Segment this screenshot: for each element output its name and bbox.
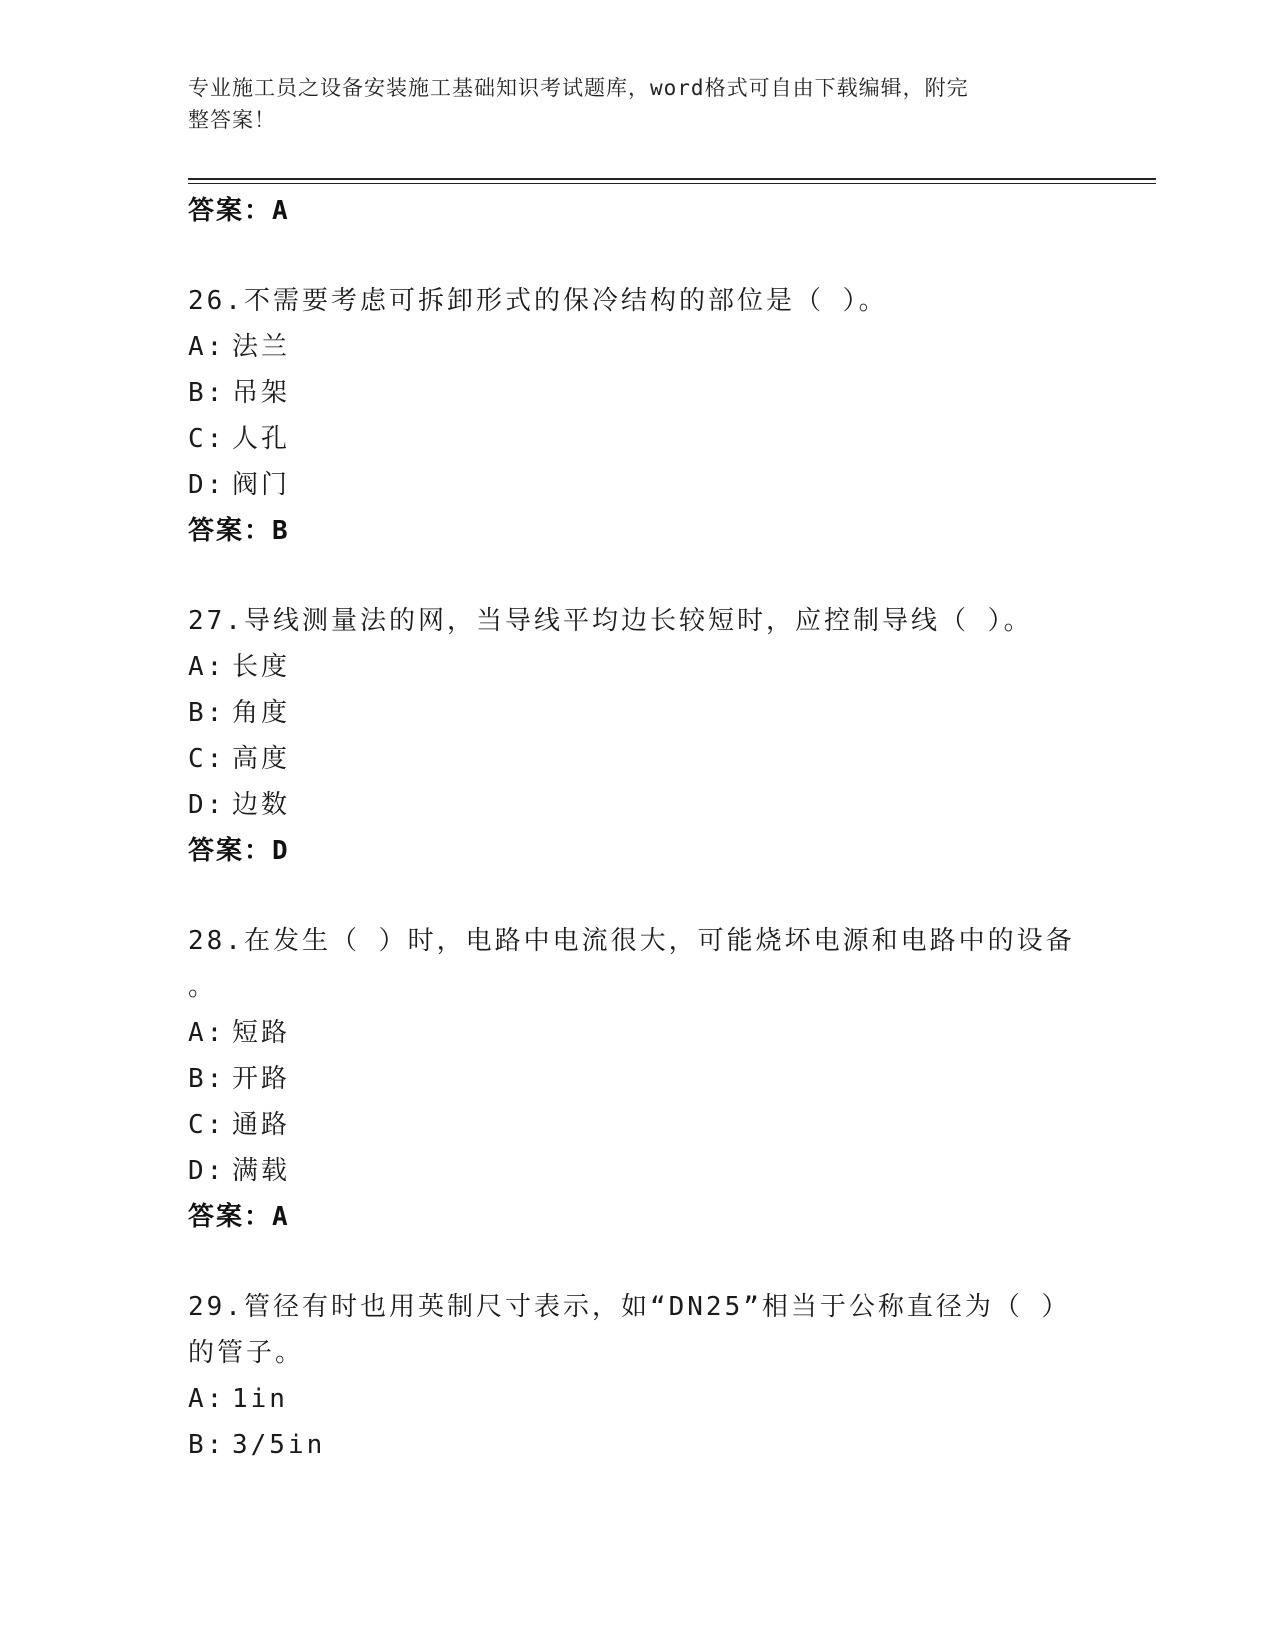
option-text: 法兰 — [232, 332, 291, 362]
option-label: D: — [188, 470, 226, 500]
option-text: 通路 — [232, 1110, 291, 1140]
option-b — [188, 690, 1088, 736]
document-header — [188, 72, 1068, 136]
option-c — [188, 1102, 1088, 1148]
option-text: 3/5in — [232, 1430, 326, 1460]
option-text: 角度 — [232, 698, 291, 728]
option-label: A: — [188, 1384, 226, 1414]
option-label: C: — [188, 424, 226, 454]
option-label: C: — [188, 744, 226, 774]
question-text-line-2: 的管子。 — [188, 1338, 305, 1368]
option-label: B: — [188, 1430, 226, 1460]
option-text: 1in — [232, 1384, 288, 1414]
option-label: B: — [188, 698, 226, 728]
question-27 — [188, 598, 1088, 874]
option-text: 人孔 — [232, 424, 291, 454]
option-a — [188, 644, 1088, 690]
question-28 — [188, 918, 1088, 1240]
option-a — [188, 324, 1088, 370]
option-text: 高度 — [232, 744, 291, 774]
option-text: 吊架 — [232, 378, 291, 408]
answer-26: 答案：B — [188, 516, 290, 546]
answer-27: 答案：D — [188, 836, 290, 866]
option-a — [188, 1010, 1088, 1056]
question-text-line-2: 。 — [188, 972, 218, 1002]
answer-25: 答案：A — [188, 196, 290, 226]
question-text: 26.不需要考虑可拆卸形式的保冷结构的部位是（ ）。 — [188, 286, 888, 316]
option-d — [188, 1148, 1088, 1194]
option-c — [188, 736, 1088, 782]
option-label: A: — [188, 652, 226, 682]
option-b — [188, 370, 1088, 416]
header-line-1: 专业施工员之设备安装施工基础知识考试题库，word格式可自由下载编辑，附完 — [188, 76, 969, 100]
option-d — [188, 782, 1088, 828]
option-label: B: — [188, 1064, 226, 1094]
option-b — [188, 1056, 1088, 1102]
question-26 — [188, 278, 1088, 554]
option-b — [188, 1422, 1088, 1468]
question-list — [188, 188, 1088, 1468]
option-label: A: — [188, 1018, 226, 1048]
option-text: 满载 — [232, 1156, 291, 1186]
option-label: D: — [188, 1156, 226, 1186]
question-text-line-1: 28.在发生（ ）时，电路中电流很大，可能烧坏电源和电路中的设备 — [188, 926, 1075, 956]
option-label: A: — [188, 332, 226, 362]
option-c — [188, 416, 1088, 462]
question-29 — [188, 1284, 1088, 1468]
option-text: 短路 — [232, 1018, 291, 1048]
option-label: D: — [188, 790, 226, 820]
option-text: 边数 — [232, 790, 291, 820]
option-a — [188, 1376, 1088, 1422]
option-label: B: — [188, 378, 226, 408]
question-text-line-1: 29.管径有时也用英制尺寸表示，如“DN25”相当于公称直径为（ ） — [188, 1292, 1071, 1322]
option-text: 长度 — [232, 652, 291, 682]
option-d — [188, 462, 1088, 508]
option-label: C: — [188, 1110, 226, 1140]
header-line-2: 整答案！ — [188, 108, 276, 132]
header-divider-thick — [188, 178, 1156, 180]
option-text: 阀门 — [232, 470, 291, 500]
answer-28: 答案：A — [188, 1202, 290, 1232]
question-text: 27.导线测量法的网，当导线平均边长较短时，应控制导线（ ）。 — [188, 606, 1033, 636]
option-text: 开路 — [232, 1064, 291, 1094]
header-divider-thin — [188, 183, 1156, 184]
